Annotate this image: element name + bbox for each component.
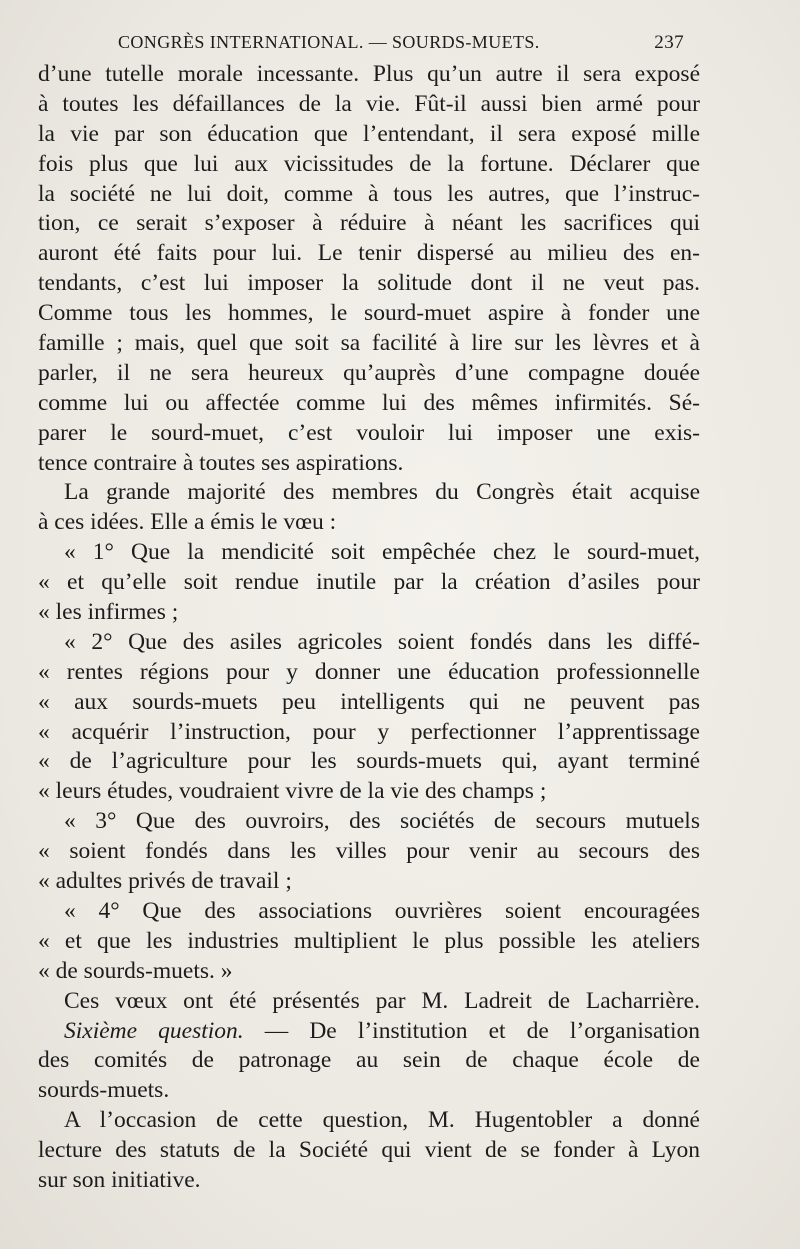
text-line: parler, il ne sera heureux qu’auprès d’une compagne douée: [38, 359, 700, 386]
text-line: La grande majorité des membres du Congrès était acquise: [64, 479, 700, 506]
text-line: Comme tous les hommes, le sourd-muet aspire à fonder une: [38, 300, 700, 327]
italic-heading: Sixième question.: [64, 1017, 244, 1044]
text-line: « leurs études, voudraient vivre de la vie des champs ;: [38, 778, 547, 805]
text-line: [38, 1017, 700, 1047]
text-line: Ces vœux ont été présentés par M. Ladreit de Lacharrière.: [64, 987, 700, 1014]
text-line: d’une tutelle morale incessante. Plus qu’un autre il sera exposé: [38, 61, 700, 87]
text-line: « et que les industries multiplient le plus possible les ateliers: [38, 927, 700, 954]
text-line: comme lui ou affectée comme lui des mêmes infirmités. Sé-: [38, 389, 700, 416]
text-line: tendants, c’est lui imposer la solitude dont il ne veut pas.: [38, 270, 700, 297]
line-text: — De l’institution et de l’organisation: [243, 1017, 700, 1044]
text-line: des comités de patronage au sein de chaque école de: [38, 1047, 700, 1074]
text-line: « 4° Que des associations ouvrières soient encouragées: [64, 897, 700, 924]
text-line: « 2° Que des asiles agricoles soient fondés dans les diffé-: [64, 628, 700, 655]
text-line: « adultes privés de travail ;: [38, 868, 292, 895]
running-title: CONGRÈS INTERNATIONAL. — SOURDS-MUETS.: [118, 32, 540, 52]
text-line: auront été faits pour lui. Le tenir dispersé au milieu des en-: [38, 240, 700, 267]
text-line: la vie par son éducation que l’entendant, il sera exposé mille: [38, 120, 700, 147]
text-line: la société ne lui doit, comme à tous les autres, que l’instruc-: [38, 180, 700, 207]
text-line: « acquérir l’instruction, pour y perfectionner l’apprentissage: [38, 718, 700, 745]
text-line: lecture des statuts de la Société qui vient de se fonder à Lyon: [38, 1137, 700, 1164]
text-line: « les infirmes ;: [38, 599, 179, 626]
text-line: parer le sourd-muet, c’est vouloir lui imposer une exis-: [38, 419, 700, 446]
text-line: sourds-muets.: [38, 1077, 170, 1104]
text-line: tion, ce serait s’exposer à réduire à néant les sacrifices qui: [38, 210, 700, 237]
text-line: à toutes les défaillances de la vie. Fût-il aussi bien armé pour: [38, 90, 700, 117]
page-number: 237: [654, 32, 684, 53]
text-line: « rentes régions pour y donner une éducation professionnelle: [38, 658, 700, 685]
text-line: « de sourds-muets. »: [38, 957, 233, 984]
text-line: « et qu’elle soit rendue inutile par la création d’asiles pour: [38, 569, 700, 596]
running-head: [118, 32, 684, 54]
text-line: « 1° Que la mendicité soit empêchée chez le sourd-muet,: [64, 539, 700, 566]
text-line: « soient fondés dans les villes pour venir au secours des: [38, 838, 700, 865]
text-line: « 3° Que des ouvroirs, des sociétés de secours mutuels: [64, 808, 700, 835]
text-line: à ces idées. Elle a émis le vœu :: [38, 509, 337, 536]
text-line: « aux sourds-muets peu intelligents qui ne peuvent pas: [38, 688, 700, 715]
text-line: « de l’agriculture pour les sourds-muets qui, ayant terminé: [38, 748, 700, 775]
body-text: [38, 60, 700, 1196]
text-line: A l’occasion de cette question, M. Hugentobler a donné: [64, 1107, 700, 1134]
text-line: sur son initiative.: [38, 1166, 201, 1193]
text-line: tence contraire à toutes ses aspirations.: [38, 449, 404, 476]
text-line: fois plus que lui aux vicissitudes de la fortune. Déclarer que: [38, 150, 700, 177]
text-line: famille ; mais, quel que soit sa facilité à lire sur les lèvres et à: [38, 330, 700, 357]
